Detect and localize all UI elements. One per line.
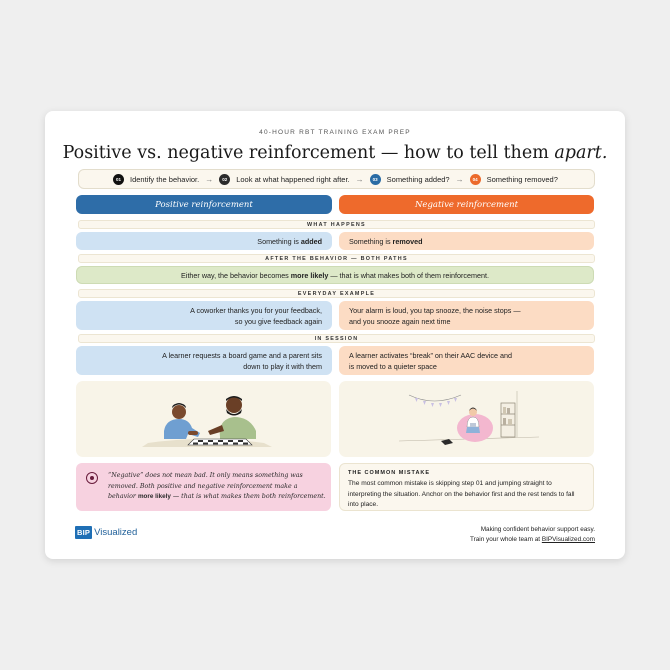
emphasis: more likely [137,493,171,501]
line: A learner activates “break” on their AAC device and [349,350,513,360]
common-mistake-title: THE COMMON MISTAKE [348,470,431,476]
step-number: 02 [219,174,230,185]
step-4 [470,174,558,185]
circle-dot-icon [86,472,98,484]
in-session-positive [76,346,332,375]
text: Something is [349,236,393,246]
board-game-illustration [76,381,331,457]
title-emphasis: apart. [554,143,608,163]
text: — that is what makes them both reinforcement. [170,493,326,501]
illustration-board-game [76,381,331,457]
arrow-right-icon: → [355,174,364,184]
step-label: Something removed? [486,174,558,184]
reference-card [45,111,625,559]
step-label: Look at what happened right after. [236,174,350,184]
emphasis: removed [392,236,423,246]
step-number: 01 [113,174,124,185]
section-label-after-behavior: AFTER THE BEHAVIOR — BOTH PATHS [78,254,595,263]
quiet-space-illustration [339,381,594,457]
negative-meaning-note [76,463,331,511]
what-happens-positive [76,232,332,250]
text: Something is [257,236,301,246]
both-paths-summary [76,266,594,284]
logo-wordmark: Visualized [94,527,138,538]
step-number: 03 [370,174,381,185]
common-mistake-box [339,463,594,511]
line: A coworker thanks you for your feedback, [190,305,322,315]
emphasis: more likely [290,270,329,280]
step-label: Something added? [386,174,450,184]
section-label-in-session: IN SESSION [78,334,595,343]
step-number: 04 [470,174,481,185]
note-text [108,471,326,503]
illustration-quiet-space [339,381,594,457]
section-label-everyday: EVERYDAY EXAMPLE [78,289,595,298]
positive-column-header: Positive reinforcement [76,195,332,214]
section-label-what-happens: WHAT HAPPENS [78,220,595,229]
what-happens-negative [339,232,594,250]
step-label: Identify the behavior. [130,174,200,184]
emphasis: added [300,236,322,246]
step-2 [219,174,349,185]
line: so you give feedback again [234,316,322,326]
everyday-negative [339,301,594,330]
line: A learner requests a board game and a parent sits [162,350,322,360]
footer-tagline [470,525,595,546]
logo-mark: BIP [77,528,91,537]
brand-logo[interactable] [75,526,137,539]
text: — that is what makes both of them reinforcement. [328,270,489,280]
common-mistake-body: The most common mistake is skipping step 01 and jumping straight to interpreting the situation. Anchor on the behavior first and the rest tends to fall into place. [348,480,575,509]
line: Your alarm is loud, you tap snooze, the noise stops — [349,305,521,315]
negative-column-header: Negative reinforcement [339,195,594,214]
arrow-right-icon: → [205,174,214,184]
eyebrow: 40-HOUR RBT TRAINING EXAM PREP [259,129,411,136]
text: Train your whole team at [469,536,542,544]
page-title [45,143,625,163]
in-session-negative [339,346,594,375]
website-link[interactable]: BIPVisualized.com [541,536,595,544]
line: down to play it with them [243,361,322,371]
step-3 [370,174,450,185]
line: and you snooze again next time [349,316,451,326]
title-main: Positive vs. negative reinforcement — how to tell them [62,143,555,163]
arrow-right-icon: → [455,174,464,184]
everyday-positive [76,301,332,330]
text: “Negative” does not mean bad. It only means something was removed. Both positive and negative reinforcement make a behavior [108,472,303,501]
steps-bar [78,169,595,189]
text: Either way, the behavior becomes [181,270,291,280]
footer-line [470,535,595,545]
step-1 [113,174,199,185]
line: is moved to a quieter space [349,361,437,371]
footer-line: Making confident behavior support easy. [480,526,595,533]
